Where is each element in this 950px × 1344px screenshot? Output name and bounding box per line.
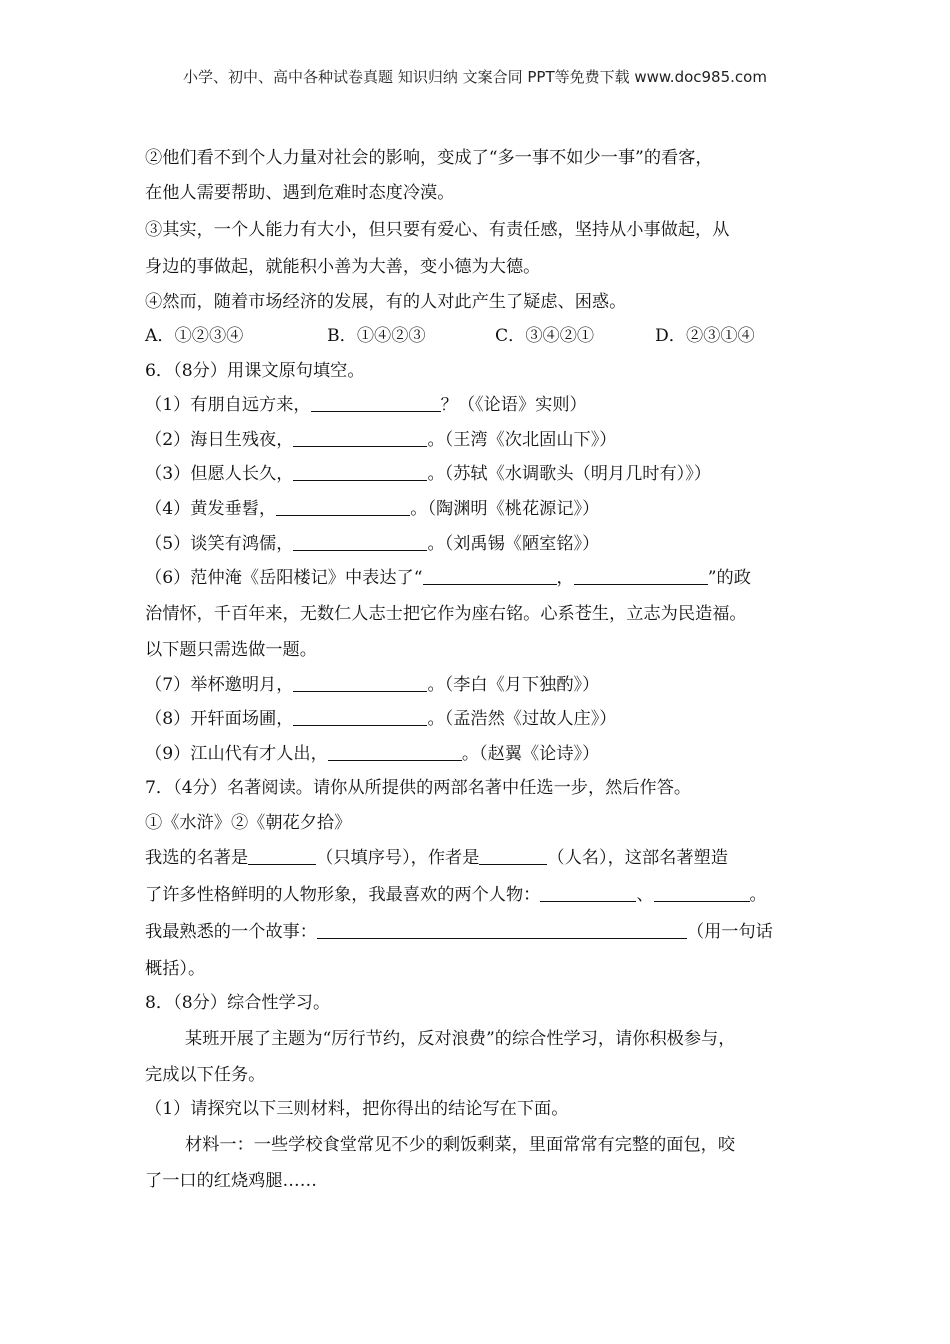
q7-s1-end: （人名），这部名著塑造 [547, 848, 728, 868]
q6-line6 [145, 566, 751, 590]
q6-l9-text: （9）江山代有才人出， [145, 744, 328, 764]
q6-l7-text: （7）举杯邀明月， [145, 675, 294, 695]
q6-l5-text: （5）谈笑有鸿儒， [145, 534, 294, 554]
page-header: 小学、初中、高中各种试卷真题 知识归纳 文案合同 PPT等免费下载 www.doc985.com [183, 68, 767, 86]
q6-l3-source: 。（苏轼《水调歌头（明月几时有）》） [427, 464, 712, 484]
q7-s2-end: 。 [749, 885, 767, 905]
q6-line6-cont: 治情怀，千百年来，无数仁人志士把它作为座右铭。心系苍生，立志为民造福。 [145, 604, 747, 624]
q6-l3-blank[interactable] [293, 464, 427, 481]
q7-s3-text: 我最熟悉的一个故事： [145, 922, 317, 942]
q6-l6-blank1[interactable] [423, 568, 557, 585]
q7-story-blank[interactable] [317, 922, 687, 939]
q7-s2-sep: 、 [636, 885, 654, 905]
q8-intro-line1: 某班开展了主题为“厉行节约，反对浪费”的综合性学习，请你积极参与， [185, 1029, 736, 1049]
q7-s1-mid: （只填序号），作者是 [316, 848, 480, 868]
q6-l6-end: ”的政 [707, 568, 751, 588]
q6-l2-text: （2）海日生残夜， [145, 430, 294, 450]
q6-line3 [145, 462, 711, 486]
q6-l5-blank[interactable] [293, 534, 427, 551]
q8-task1: （1）请探究以下三则材料，把你得出的结论写在下面。 [145, 1099, 569, 1119]
q6-line2 [145, 428, 617, 452]
q6-line9 [145, 742, 599, 766]
q7-s3-end: （用一句话 [686, 922, 773, 942]
q8-intro-line2: 完成以下任务。 [145, 1065, 266, 1085]
q6-line7 [145, 673, 599, 697]
option-a[interactable]: A．①②③④ [145, 326, 244, 346]
q5-item3-line2: 身边的事做起，就能积小善为大善，变小德为大德。 [145, 257, 541, 277]
q7-books: ①《水浒》②《朝花夕拾》 [145, 813, 352, 833]
q5-item4: ④然而，随着市场经济的发展，有的人对此产生了疑虑、困惑。 [145, 292, 627, 312]
option-b[interactable]: B．①④②③ [327, 326, 426, 346]
q6-l1-text: （1）有朋自远方来， [145, 395, 311, 415]
q6-l4-source: 。（陶渊明《桃花源记》） [410, 499, 600, 519]
q6-l5-source: 。（刘禹锡《陋室铭》） [427, 534, 600, 554]
q7-sentence3 [145, 920, 773, 944]
q6-l2-source: 。（王湾《次北固山下》） [427, 430, 617, 450]
q6-l8-text: （8）开轩面场圃， [145, 709, 294, 729]
q6-choose-note: 以下题只需选做一题。 [145, 640, 317, 660]
q7-sentence2 [145, 883, 767, 907]
q6-line4 [145, 497, 599, 521]
q6-l6-text: （6）范仲淹《岳阳楼记》中表达了“ [145, 568, 423, 588]
q7-character2-blank[interactable] [654, 885, 750, 902]
q6-l4-blank[interactable] [276, 499, 410, 516]
q5-item3-line1: ③其实，一个人能力有大小，但只要有爱心、有责任感，坚持从小事做起，从 [145, 220, 730, 240]
q6-l9-source: 。（赵翼《论诗》） [461, 744, 600, 764]
q7-sentence1 [145, 846, 728, 870]
q6-l2-blank[interactable] [293, 430, 427, 447]
q7-book-blank[interactable] [248, 848, 316, 865]
q5-item2-line2: 在他人需要帮助、遇到危难时态度冷漠。 [145, 183, 455, 203]
q6-l8-source: 。（孟浩然《过故人庄》） [427, 709, 617, 729]
q7-s1-text: 我选的名著是 [145, 848, 249, 868]
q6-l1-blank[interactable] [311, 395, 441, 412]
q7-author-blank[interactable] [479, 848, 547, 865]
q5-item2-line1: ②他们看不到个人力量对社会的影响，变成了“多一事不如少一事”的看客， [145, 148, 713, 168]
q8-material1-line1: 材料一：一些学校食堂常见不少的剩饭剩菜，里面常常有完整的面包，咬 [185, 1135, 736, 1155]
option-d[interactable]: D．②③①④ [655, 326, 755, 346]
q8-material1-line2: 了一口的红烧鸡腿…… [145, 1171, 317, 1191]
q6-l4-text: （4）黄发垂髫， [145, 499, 277, 519]
q6-l6-blank2[interactable] [574, 568, 708, 585]
q8-title: 8．（8分）综合性学习。 [145, 993, 331, 1013]
q6-line8 [145, 707, 617, 731]
q6-l6-comma: ， [556, 568, 574, 588]
q6-l3-text: （3）但愿人长久， [145, 464, 294, 484]
q6-l1-source: ？（《论语》实则） [440, 395, 587, 415]
option-c[interactable]: C．③④②① [495, 326, 595, 346]
q7-sentence4: 概括）。 [145, 959, 206, 979]
q6-title: 6．（8分）用课文原句填空。 [145, 361, 365, 381]
q7-title: 7．（4分）名著阅读。请你从所提供的两部名著中任选一步，然后作答。 [145, 778, 692, 798]
q6-line5 [145, 532, 599, 556]
q6-l8-blank[interactable] [293, 709, 427, 726]
q6-l7-source: 。（李白《月下独酌》） [427, 675, 600, 695]
q6-line1 [145, 393, 587, 417]
q7-character1-blank[interactable] [540, 885, 636, 902]
q6-l7-blank[interactable] [293, 675, 427, 692]
q6-l9-blank[interactable] [328, 744, 462, 761]
q7-s2-text: 了许多性格鲜明的人物形象，我最喜欢的两个人物： [145, 885, 541, 905]
